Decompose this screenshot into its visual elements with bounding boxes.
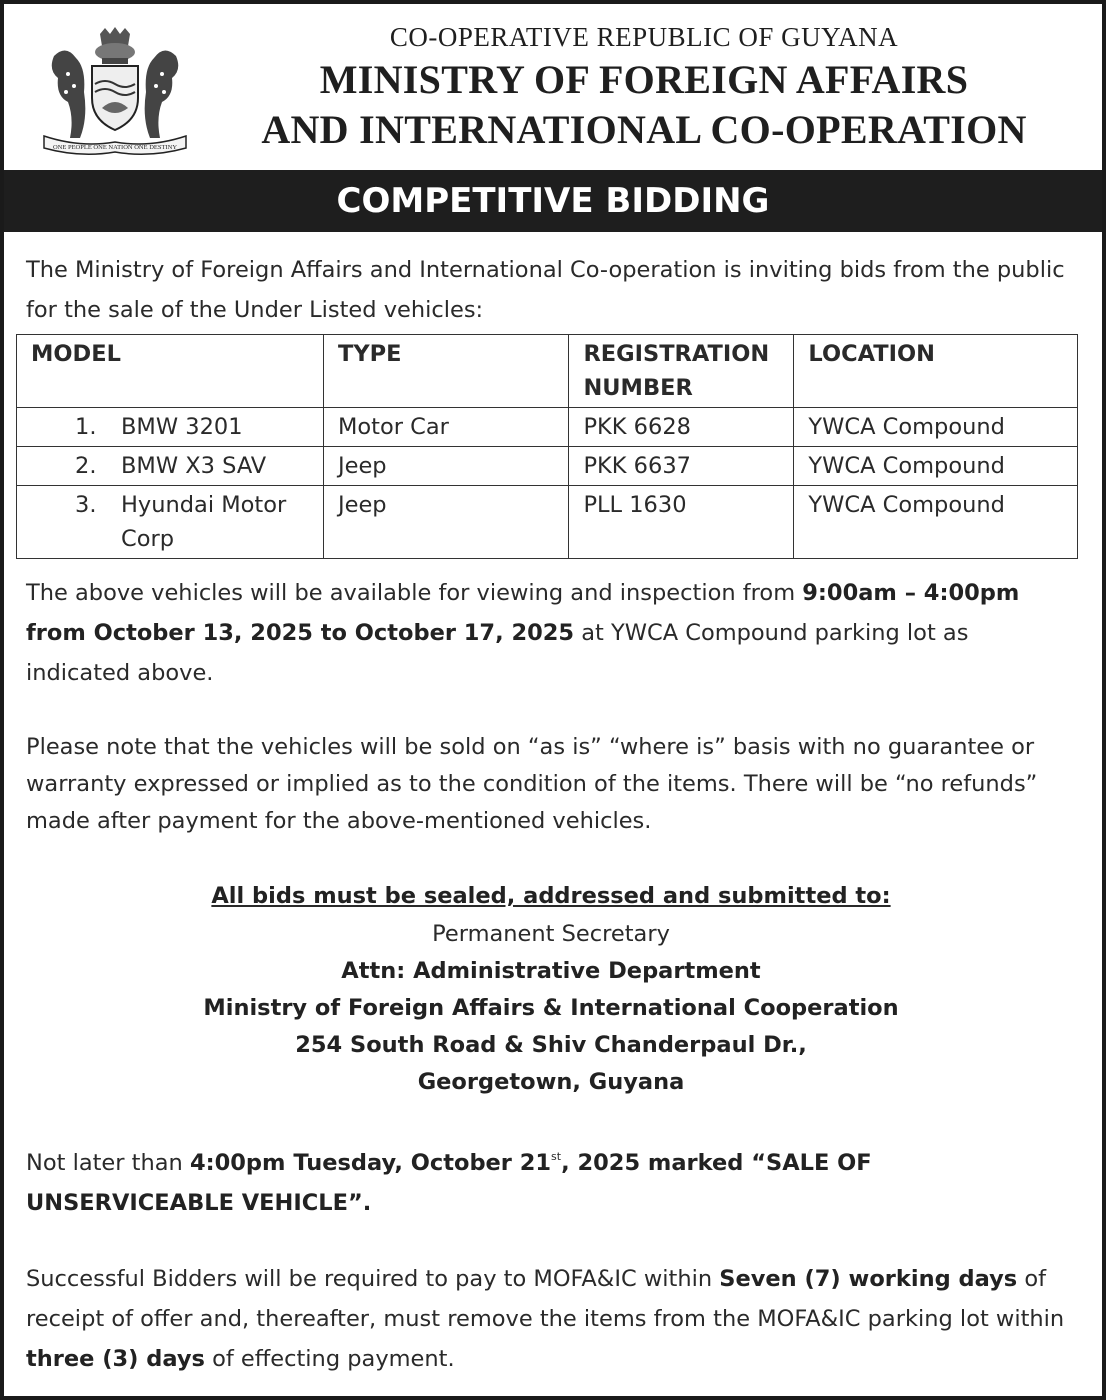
payment-days: Seven (7) working days [719,1266,1018,1292]
model-cell: Hyundai Motor Corp [121,492,287,552]
intro-paragraph: The Ministry of Foreign Affairs and International Co-operation is inviting bids from the public for the sale of the Under Listed vehicles: [26,257,1065,323]
ministry-title-line2: AND INTERNATIONAL CO-OPERATION [261,107,1027,152]
address-heading: All bids must be sealed, addressed and submitted to: [211,883,891,909]
deadline-suffix: st [551,1150,562,1163]
table-header-row [17,335,1078,408]
deadline-date: 4:00pm Tuesday, October 21 [189,1150,552,1176]
address-recipient: Permanent Secretary [432,921,670,947]
header-registration: REGISTRATION NUMBER [569,335,794,408]
table-row [17,486,1078,559]
submission-address [26,876,1076,1101]
deadline-text: Not later than [26,1150,190,1176]
payment-paragraph [26,1259,1076,1379]
crest-motto: ONE PEOPLE ONE NATION ONE DESTINY [52,144,178,151]
header [4,4,1102,168]
removal-days: three (3) days [26,1346,205,1372]
header-type: TYPE [323,335,568,408]
address-city: Georgetown, Guyana [417,1069,685,1095]
location-cell: YWCA Compound [794,486,1078,559]
table-row [17,408,1078,447]
type-cell: Jeep [323,447,568,486]
registration-cell: PKK 6628 [569,408,794,447]
viewing-dates: 9:00am – 4:00pm from October 13, 2025 to October 17, 2025 [26,580,1020,646]
model-cell: BMW X3 SAV [121,453,267,479]
row-number: 2. [75,453,97,479]
payment-text-2: of receipt of offer and, thereafter, must remove the items from the MOFA&IC parking lot within [26,1266,1065,1332]
ministry-title-line1: MINISTRY OF FOREIGN AFFAIRS [319,57,969,102]
viewing-location: at YWCA Compound parking lot as indicated above. [26,620,969,686]
deadline-paragraph [26,1137,1076,1223]
header-model: MODEL [17,335,324,408]
type-cell: Motor Car [323,408,568,447]
location-cell: YWCA Compound [794,447,1078,486]
banner-title: COMPETITIVE BIDDING [4,170,1102,232]
address-ministry: Ministry of Foreign Affairs & International Cooperation [203,995,899,1021]
notice-body [26,250,1076,1379]
table-row [17,447,1078,486]
registration-cell: PKK 6637 [569,447,794,486]
row-number: 3. [75,492,97,518]
address-attn: Attn: Administrative Department [341,958,761,984]
deadline-marking: , 2025 marked “SALE OF UNSERVICEABLE VEHICLE”. [26,1150,872,1216]
payment-text-1: Successful Bidders will be required to pay to MOFA&IC within [26,1266,720,1292]
registration-cell: PLL 1630 [569,486,794,559]
model-cell: BMW 3201 [121,414,243,440]
row-number: 1. [75,414,97,440]
payment-text-3: of effecting payment. [204,1346,455,1372]
header-location: LOCATION [794,335,1078,408]
republic-title: CO-OPERATIVE REPUBLIC OF GUYANA [389,22,899,52]
vehicle-table [16,334,1078,559]
viewing-text: The above vehicles will be available for viewing and inspection from [26,580,803,606]
viewing-paragraph [26,573,1076,693]
disclaimer-paragraph: Please note that the vehicles will be sold on “as is” “where is” basis with no guarantee or warranty expressed or implied as to the condition of the items. There will be “no refunds” made after payment for the above-mentioned vehicles. [26,734,1038,834]
type-cell: Jeep [323,486,568,559]
location-cell: YWCA Compound [794,408,1078,447]
coat-of-arms-icon [40,26,190,156]
address-street: 254 South Road & Shiv Chanderpaul Dr., [295,1032,807,1058]
